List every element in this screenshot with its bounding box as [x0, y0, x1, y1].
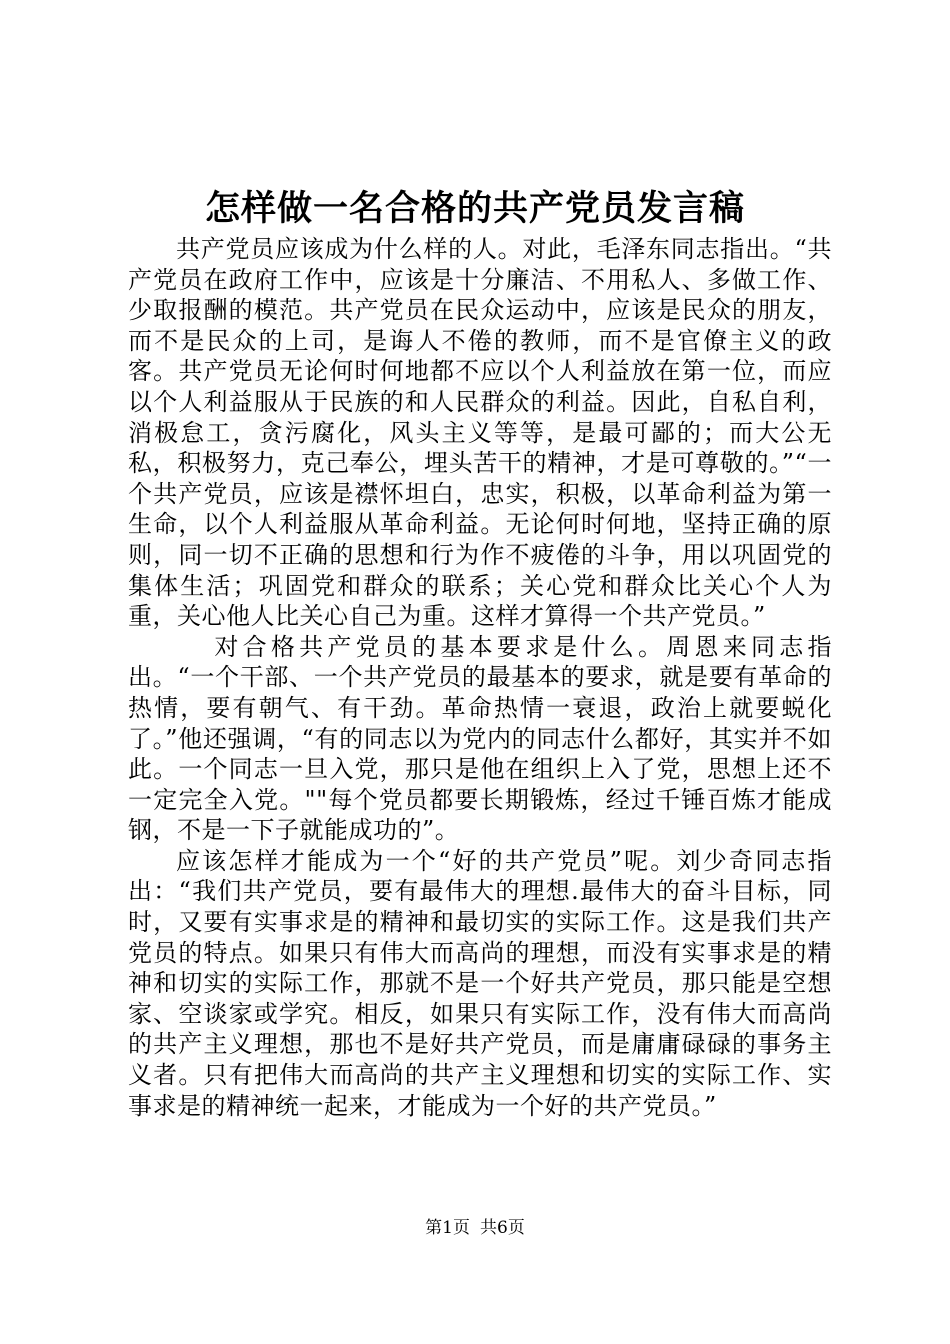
paragraph-2: 对合格共产党员的基本要求是什么。周恩来同志指出。“一个干部、一个共产党员的最基本的要求，就是要有革命的热情，要有朝气、有干劲。革命热情一衰退，政治上就要蜕化了。”他还强调，“有的同志以为党内的同志什么都好，其实并不如此。一个同志一旦入党，那只是他在组织上入了党，思想上还不一定完全入党。""每个党员都要长期锻炼，经过千锤百炼才能成钢，不是一下子就能成功的”。 [128, 632, 832, 845]
document-body [128, 234, 832, 1121]
paragraph-1: 共产党员应该成为什么样的人。对此，毛泽东同志指出。“共产党员在政府工作中，应该是十分廉洁、不用私人、多做工作、少取报酬的模范。共产党员在民众运动中，应该是民众的朋友，而不是民众的上司，是诲人不倦的教师，而不是官僚主义的政客。共产党员无论何时何地都不应以个人利益放在第一位，而应以个人利益服从于民族的和人民群众的利益。因此，自私自利，消极怠工，贪污腐化，风头主义等等，是最可鄙的；而大公无私，积极努力，克己奉公，埋头苦干的精神，才是可尊敬的。”“一个共产党员，应该是襟怀坦白，忠实，积极，以革命利益为第一生命，以个人利益服从革命利益。无论何时何地，坚持正确的原则，同一切不正确的思想和行为作不疲倦的斗争，用以巩固党的集体生活；巩固党和群众的联系；关心党和群众比关心个人为重，关心他人比关心自己为重。这样才算得一个共产党员。” [128, 235, 832, 631]
page-number: 第1页 [425, 1218, 470, 1238]
document-title: 怎样做一名合格的共产党员发言稿 [204, 188, 745, 229]
paragraph-3: 应该怎样才能成为一个“好的共产党员”呢。刘少奇同志指出：“我们共产党员，要有最伟大的理想.最伟大的奋斗目标，同时，又要有实事求是的精神和最切实的实际工作。这是我们共产党员的特点。如果只有伟大而高尚的理想，而没有实事求是的精神和切实的实际工作，那就不是一个好共产党员，那只能是空想家、空谈家或学究。相反，如果只有实际工作，没有伟大而高尚的共产主义理想，那也不是好共产党员，而是庸庸碌碌的事务主义者。只有把伟大而高尚的共产主义理想和切实的实际工作、实事求是的精神统一起来，才能成为一个好的共产党员。” [128, 846, 832, 1120]
page-footer [0, 1216, 950, 1240]
page-total: 共6页 [480, 1218, 525, 1238]
